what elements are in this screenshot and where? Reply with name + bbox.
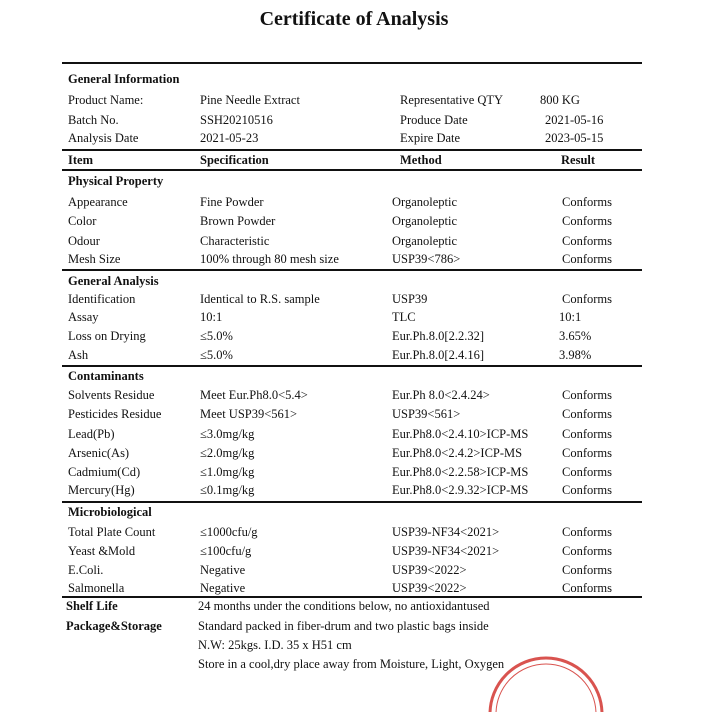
cell-method: Eur.Ph8.0<2.4.2>ICP-MS xyxy=(392,446,523,460)
package-line-3: Store in a cool,dry place away from Moisture, Light, Oxygen xyxy=(198,657,505,671)
header-rule-bottom xyxy=(62,169,642,171)
cell-result: Conforms xyxy=(562,427,612,441)
cell-item: Lead(Pb) xyxy=(68,427,115,441)
cell-spec: ≤5.0% xyxy=(200,348,233,362)
expire-date-value: 2023-05-15 xyxy=(545,131,604,145)
cell-method: USP39<561> xyxy=(392,407,461,421)
cell-method: Organoleptic xyxy=(392,234,458,248)
cell-result: 3.98% xyxy=(559,348,592,362)
cell-item: Mercury(Hg) xyxy=(68,483,135,497)
cell-spec: ≤1.0mg/kg xyxy=(200,465,255,479)
cell-spec: ≤0.1mg/kg xyxy=(200,483,255,497)
cell-item: Total Plate Count xyxy=(68,525,156,539)
cell-spec: Characteristic xyxy=(200,234,270,248)
column-header-method: Method xyxy=(400,153,442,167)
cell-item: Appearance xyxy=(68,195,128,209)
product-name-label: Product Name: xyxy=(68,93,144,107)
cell-item: Ash xyxy=(68,348,89,362)
cell-item: Solvents Residue xyxy=(68,388,155,402)
section-heading: Physical Property xyxy=(68,174,164,188)
cell-item: Color xyxy=(68,214,97,228)
package-storage-label: Package&Storage xyxy=(66,619,162,633)
section-rule-general-analysis xyxy=(62,269,642,271)
cell-spec: ≤100cfu/g xyxy=(200,544,252,558)
cell-item: E.Coli. xyxy=(68,563,104,577)
cell-result: Conforms xyxy=(562,388,612,402)
cell-spec: 10:1 xyxy=(200,310,223,324)
cell-result: Conforms xyxy=(562,407,612,421)
cell-method: USP39<2022> xyxy=(392,563,467,577)
cell-result: Conforms xyxy=(562,525,612,539)
produce-date-label: Produce Date xyxy=(400,113,468,127)
cell-item: Arsenic(As) xyxy=(68,446,130,460)
cell-item: Mesh Size xyxy=(68,252,121,266)
cell-spec: ≤1000cfu/g xyxy=(200,525,258,539)
cell-method: USP39-NF34<2021> xyxy=(392,544,500,558)
cell-method: USP39 xyxy=(392,292,428,306)
analysis-date-label: Analysis Date xyxy=(68,131,139,145)
cell-item: Odour xyxy=(68,234,100,248)
cell-result: Conforms xyxy=(562,214,612,228)
shelf-life-text: 24 months under the conditions below, no antioxidantused xyxy=(198,599,490,613)
cell-item: Cadmium(Cd) xyxy=(68,465,141,479)
cell-item: Yeast &Mold xyxy=(68,544,136,558)
expire-date-label: Expire Date xyxy=(400,131,461,145)
cell-result: Conforms xyxy=(562,581,612,595)
general-info-heading: General Information xyxy=(68,72,180,86)
column-header-item: Item xyxy=(68,153,93,167)
cell-spec: Brown Powder xyxy=(200,214,276,228)
cell-item: Loss on Drying xyxy=(68,329,146,343)
cell-method: Eur.Ph 8.0<2.4.24> xyxy=(392,388,490,402)
cell-result: 10:1 xyxy=(559,310,582,324)
cell-method: TLC xyxy=(392,310,416,324)
cell-spec: 100% through 80 mesh size xyxy=(200,252,339,266)
page-title: Certificate of Analysis xyxy=(259,8,449,30)
cell-method: USP39-NF34<2021> xyxy=(392,525,500,539)
company-stamp xyxy=(486,652,606,712)
cell-method: Organoleptic xyxy=(392,195,458,209)
cell-result: 3.65% xyxy=(559,329,592,343)
cell-spec: ≤2.0mg/kg xyxy=(200,446,255,460)
batch-no-value: SSH20210516 xyxy=(200,113,273,127)
cell-spec: Negative xyxy=(200,563,246,577)
cell-result: Conforms xyxy=(562,483,612,497)
section-rule-microbiological xyxy=(62,501,642,503)
product-name-value: Pine Needle Extract xyxy=(200,93,300,107)
representative-qty-label: Representative QTY xyxy=(400,93,504,107)
cell-spec: ≤3.0mg/kg xyxy=(200,427,255,441)
cell-method: USP39<2022> xyxy=(392,581,467,595)
shelf-life-label: Shelf Life xyxy=(66,599,118,613)
stamp-ring-outer xyxy=(490,658,602,712)
cell-method: Eur.Ph.8.0[2.2.32] xyxy=(392,329,485,343)
representative-qty-value: 800 KG xyxy=(540,93,580,107)
column-header-result: Result xyxy=(561,153,596,167)
batch-no-label: Batch No. xyxy=(68,113,119,127)
cell-spec: Meet USP39<561> xyxy=(200,407,298,421)
top-rule xyxy=(62,62,642,64)
cell-method: Organoleptic xyxy=(392,214,458,228)
cell-method: Eur.Ph8.0<2.4.10>ICP-MS xyxy=(392,427,529,441)
section-heading: Microbiological xyxy=(68,505,152,519)
cell-result: Conforms xyxy=(562,292,612,306)
cell-spec: ≤5.0% xyxy=(200,329,233,343)
cell-result: Conforms xyxy=(562,234,612,248)
section-heading: General Analysis xyxy=(68,274,159,288)
cell-method: Eur.Ph8.0<2.2.58>ICP-MS xyxy=(392,465,529,479)
cell-result: Conforms xyxy=(562,544,612,558)
cell-spec: Identical to R.S. sample xyxy=(200,292,320,306)
section-rule-shelf-life xyxy=(62,596,642,598)
package-line-1: Standard packed in fiber-drum and two plastic bags inside xyxy=(198,619,489,633)
cell-result: Conforms xyxy=(562,465,612,479)
produce-date-value: 2021-05-16 xyxy=(545,113,604,127)
analysis-date-value: 2021-05-23 xyxy=(200,131,259,145)
cell-item: Salmonella xyxy=(68,581,125,595)
cell-spec: Meet Eur.Ph8.0<5.4> xyxy=(200,388,308,402)
package-line-2: N.W: 25kgs. I.D. 35 x H51 cm xyxy=(198,638,352,652)
cell-spec: Fine Powder xyxy=(200,195,264,209)
cell-result: Conforms xyxy=(562,446,612,460)
cell-result: Conforms xyxy=(562,563,612,577)
cell-item: Pesticides Residue xyxy=(68,407,162,421)
cell-result: Conforms xyxy=(562,195,612,209)
column-header-specification: Specification xyxy=(200,153,269,167)
cell-result: Conforms xyxy=(562,252,612,266)
cell-method: Eur.Ph.8.0[2.4.16] xyxy=(392,348,485,362)
header-rule-top xyxy=(62,149,642,151)
section-heading: Contaminants xyxy=(68,369,144,383)
cell-method: Eur.Ph8.0<2.9.32>ICP-MS xyxy=(392,483,529,497)
cell-spec: Negative xyxy=(200,581,246,595)
cell-method: USP39<786> xyxy=(392,252,461,266)
cell-item: Assay xyxy=(68,310,99,324)
section-rule-contaminants xyxy=(62,365,642,367)
cell-item: Identification xyxy=(68,292,136,306)
